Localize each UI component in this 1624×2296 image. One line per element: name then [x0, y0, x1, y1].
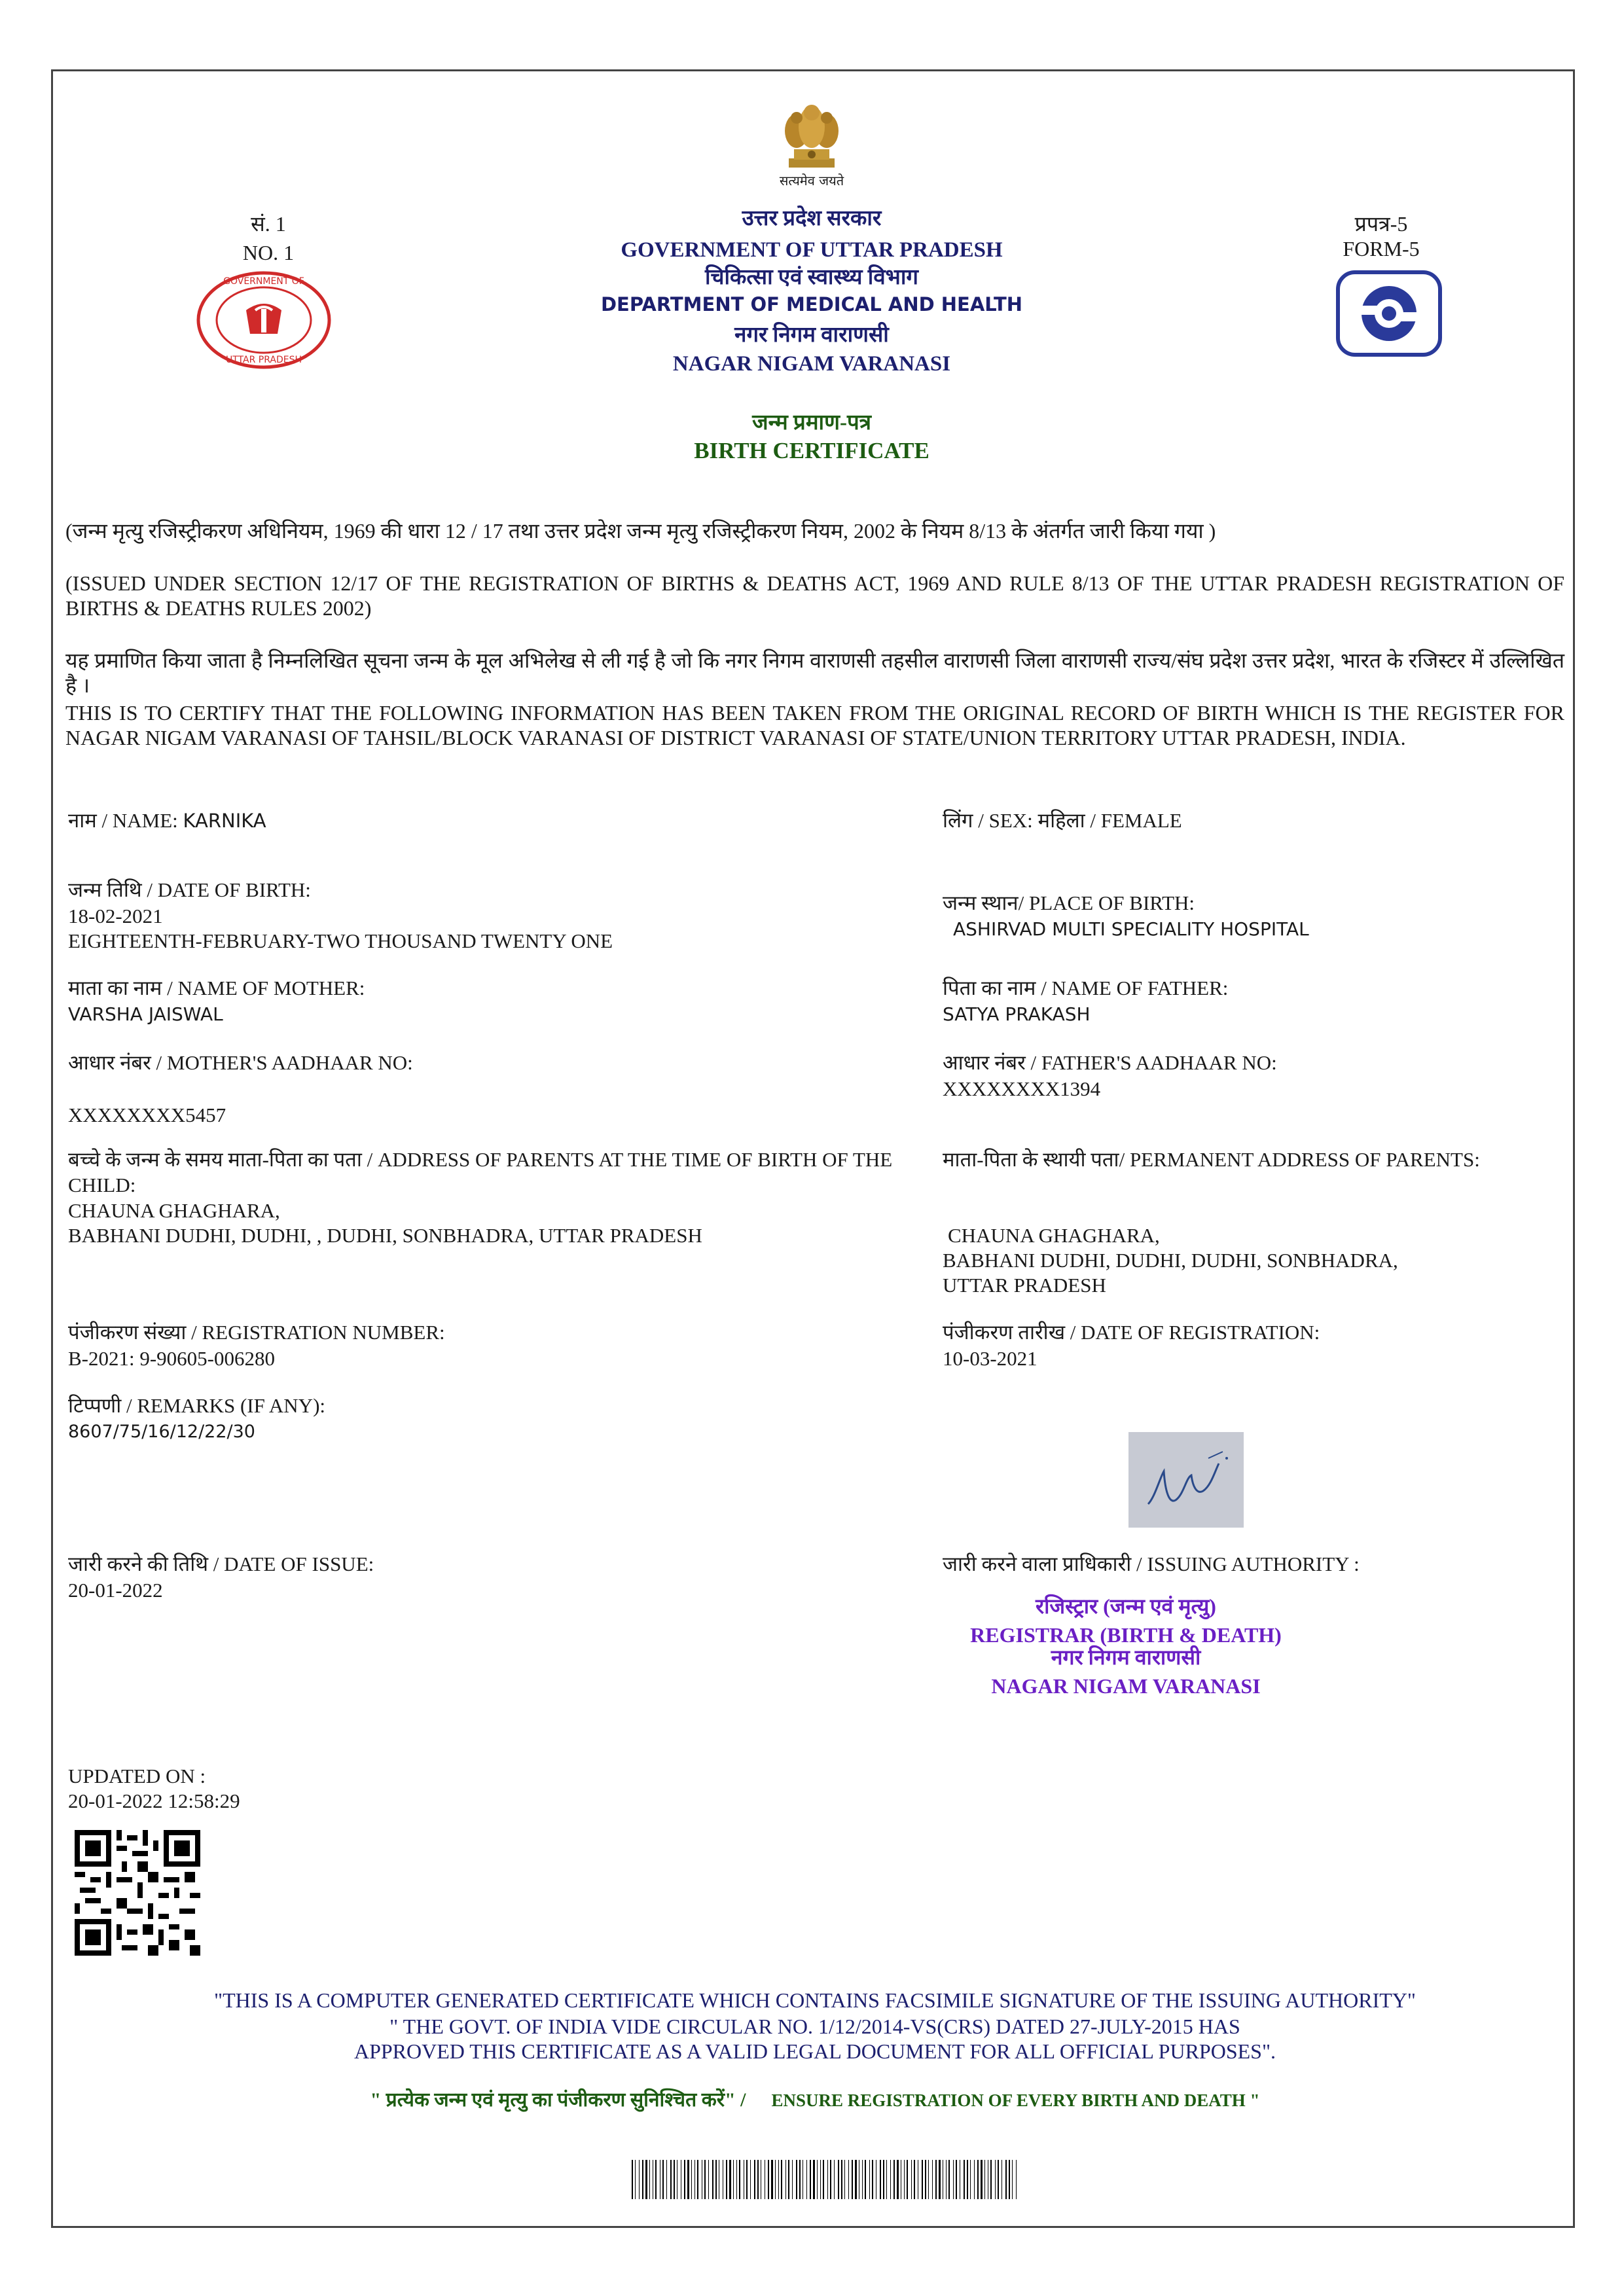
title-hi: जन्म प्रमाण-पत्र [752, 411, 871, 435]
pob-label: जन्म स्थान/ PLACE OF BIRTH: [943, 891, 1195, 914]
pob-value: ASHIRVAD MULTI SPECIALITY HOSPITAL [953, 918, 1309, 940]
authority-label: जारी करने वाला प्राधिकारी / ISSUING AUTHORITY : [943, 1552, 1360, 1575]
signature-image [1128, 1432, 1244, 1528]
qr-code [75, 1830, 200, 1956]
title-en: BIRTH CERTIFICATE [694, 438, 929, 463]
slogan-hi: " प्रत्येक जन्म एवं मृत्यु का पंजीकरण सुनिश्चित करें" / [370, 2089, 746, 2111]
slogan-en: ENSURE REGISTRATION OF EVERY BIRTH AND DEATH " [771, 2090, 1260, 2110]
regdate-value: 10-03-2021 [943, 1347, 1038, 1370]
registrar-en: REGISTRAR (BIRTH & DEATH) [970, 1623, 1282, 1647]
footer-slogan [65, 2088, 1564, 2113]
footer-line3: APPROVED THIS CERTIFICATE AS A VALID LEGAL DOCUMENT FOR ALL OFFICIAL PURPOSES". [353, 2039, 1276, 2063]
registrar-nn-en: NAGAR NIGAM VARANASI [991, 1674, 1261, 1698]
form-no-hi: प्रपत्र-5 [1354, 212, 1408, 236]
up-seal-icon [195, 271, 333, 369]
gov-hi: उत्तर प्रदेश सरकार [742, 207, 882, 230]
addr-perm-line1: CHAUNA GHAGHARA, [948, 1224, 1160, 1247]
regno-label: पंजीकरण संख्या / REGISTRATION NUMBER: [68, 1321, 445, 1344]
dob-label: जन्म तिथि / DATE OF BIRTH: [68, 878, 311, 901]
dept-en: DEPARTMENT OF MEDICAL AND HEALTH [600, 293, 1023, 315]
certify-en: THIS IS TO CERTIFY THAT THE FOLLOWING INFORMATION HAS BEEN TAKEN FROM THE ORIGINAL RECORD OF BIRTH WHICH IS THE REGISTER FOR NAGAR NIGAM VARANASI OF TAHSIL/BLOCK VARANASI OF DISTRICT VARANASI OF STATE/UNION TERRITORY UTTAR PRADESH, INDIA. [65, 701, 1564, 749]
issued-hi: (जन्म मृत्यु रजिस्ट्रीकरण अधिनियम, 1969 की धारा 12 / 17 तथा उत्तर प्रदेश जन्म मृत्यु रजिस्ट्रीकरण नियम, 2002 के नियम 8/13 के अंतर्गत जारी किया गया ) [65, 519, 1216, 543]
footer-line2: " THE GOVT. OF INDIA VIDE CIRCULAR NO. 1/12/2014-VS(CRS) DATED 27-JULY-2015 HAS [389, 2015, 1240, 2038]
registrar-hi: रजिस्ट्रार (जन्म एवं मृत्यु) [1036, 1594, 1216, 1618]
father-aadhaar-label: आधार नंबर / FATHER'S AADHAAR NO: [943, 1051, 1277, 1074]
certify-hi: यह प्रमाणित किया जाता है निम्नलिखित सूचना जन्म के मूल अभिलेख से ली गई है जो कि नगर निगम वाराणसी तहसील वाराणसी जिला वाराणसी राज्य/संघ प्रदेश उत्तर प्रदेश, भारत के रजिस्टर में उल्लिखित है । [65, 649, 1564, 697]
cert-no-en: NO. 1 [242, 241, 295, 264]
nn-hi: नगर निगम वाराणसी [734, 323, 889, 347]
addr-perm-line3: UTTAR PRADESH [943, 1274, 1106, 1297]
cert-no-hi: सं. 1 [251, 212, 286, 236]
footer-line1: "THIS IS A COMPUTER GENERATED CERTIFICATE WHICH CONTAINS FACSIMILE SIGNATURE OF THE ISSUING AUTHORITY" [214, 1988, 1416, 2012]
father-aadhaar-value: XXXXXXXX1394 [943, 1077, 1101, 1100]
addr-birth-label: बच्चे के जन्म के समय माता-पिता का पता / ADDRESS OF PARENTS AT THE TIME OF BIRTH OF THE CHILD: [68, 1148, 893, 1196]
father-label: पिता का नाम / NAME OF FATHER: [943, 977, 1229, 999]
sex-value: महिला / FEMALE [1038, 809, 1182, 832]
addr-perm-line2: BABHANI DUDHI, DUDHI, DUDHI, SONBHADRA, [943, 1249, 1398, 1272]
mother-value: VARSHA JAISWAL [68, 1003, 223, 1025]
updated-label: UPDATED ON : [68, 1765, 206, 1787]
form-no-en: FORM-5 [1343, 237, 1420, 260]
emblem-motto: सत्यमेव जयते [779, 173, 844, 188]
name-label: नाम / NAME: [68, 809, 183, 832]
issue-value: 20-01-2022 [68, 1579, 163, 1602]
regno-value: B-2021: 9-90605-006280 [68, 1347, 276, 1370]
addr-perm-label: माता-पिता के स्थायी पता/ PERMANENT ADDRESS OF PARENTS: [943, 1148, 1480, 1171]
sex-field [943, 808, 1558, 833]
updated-value: 20-01-2022 12:58:29 [68, 1789, 240, 1812]
mother-aadhaar-label: आधार नंबर / MOTHER'S AADHAAR NO: [68, 1051, 413, 1074]
registrar-nn-hi: नगर निगम वाराणसी [1051, 1645, 1201, 1669]
addr-birth-line2: BABHANI DUDHI, DUDHI, , DUDHI, SONBHADRA, UTTAR PRADESH [68, 1224, 702, 1247]
mother-label: माता का नाम / NAME OF MOTHER: [68, 977, 365, 999]
issued-en: (ISSUED UNDER SECTION 12/17 OF THE REGISTRATION OF BIRTHS & DEATHS ACT, 1969 AND RULE 8/13 OF THE UTTAR PRADESH REGISTRATION OF BIRTHS & DEATHS RULES 2002) [65, 571, 1564, 620]
dob-words: EIGHTEENTH-FEBRUARY-TWO THOUSAND TWENTY ONE [68, 929, 613, 952]
father-value: SATYA PRAKASH [943, 1003, 1091, 1025]
remarks-label: टिप्पणी / REMARKS (IF ANY): [68, 1394, 326, 1417]
sex-label: लिंग / SEX: [943, 809, 1038, 832]
seal-text-bottom: UTTAR PRADESH [226, 355, 302, 365]
dept-hi: चिकित्सा एवं स्वास्थ्य विभाग [704, 266, 919, 289]
name-field [68, 808, 880, 834]
addr-birth-line1: CHAUNA GHAGHARA, [68, 1199, 280, 1222]
mother-aadhaar-value: XXXXXXXX5457 [68, 1103, 226, 1126]
barcode [632, 2160, 1018, 2199]
seal-text-top: GOVERNMENT OF [223, 276, 304, 287]
issue-label: जारी करने की तिथि / DATE OF ISSUE: [68, 1552, 374, 1575]
name-value: KARNIKA [183, 810, 266, 832]
crs-logo-icon [1335, 270, 1443, 357]
nn-en: NAGAR NIGAM VARANASI [672, 352, 951, 376]
dob-value: 18-02-2021 [68, 905, 163, 927]
emblem-icon [776, 98, 848, 173]
regdate-label: पंजीकरण तारीख / DATE OF REGISTRATION: [943, 1321, 1320, 1344]
gov-en: GOVERNMENT OF UTTAR PRADESH [621, 238, 1003, 262]
remarks-value: 8607/75/16/12/22/30 [68, 1422, 255, 1442]
